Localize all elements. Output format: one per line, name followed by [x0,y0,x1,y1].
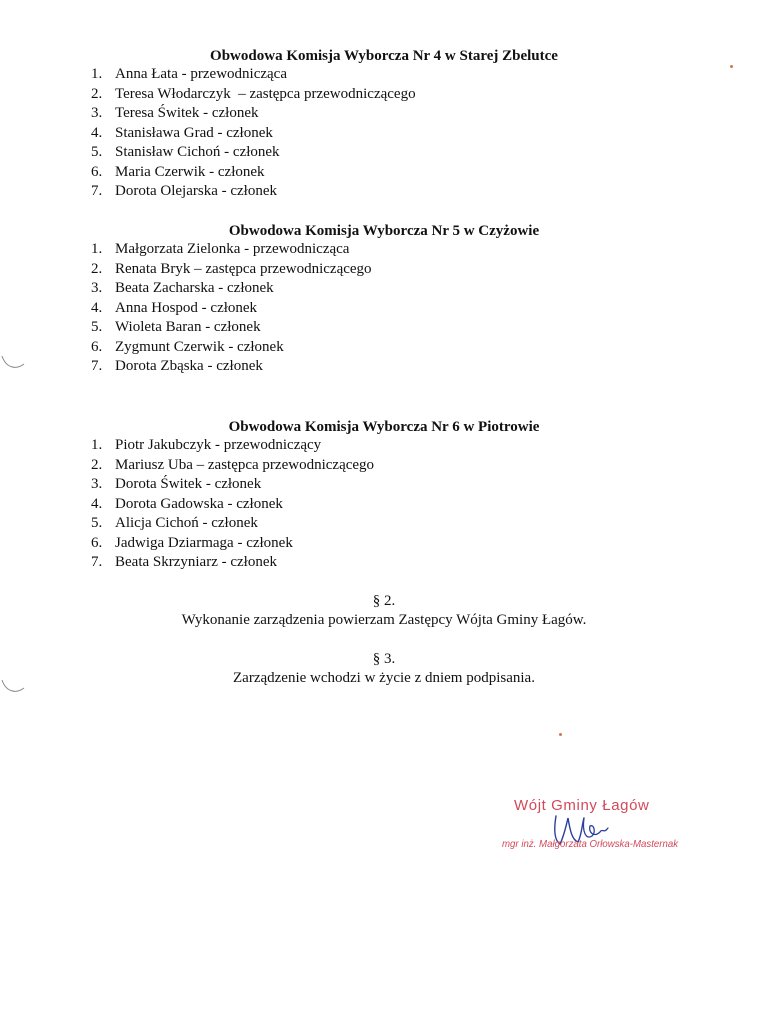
committee-title: Obwodowa Komisja Wyborcza Nr 6 w Piotrowie [228,419,540,435]
item-number: 2. [91,85,103,102]
item-text: Dorota Zbąska - członek [115,358,263,374]
item-text: Zygmunt Czerwik - członek [115,338,284,355]
item-text: Mariusz Uba – zastępca przewodniczącego [115,456,375,473]
item-text: Wioleta Baran - członek [115,319,261,335]
item-number: 1. [91,437,103,453]
item-number: 7. [91,183,103,199]
item-text: Piotr Jakubczyk - przewodniczący [115,437,322,453]
item-text: Beata Zacharska - członek [115,280,274,296]
item-number: 4. [91,299,103,316]
paragraph-mark: § 2. [372,593,396,609]
item-text: Anna Łata - przewodnicząca [115,66,287,82]
item-text: Teresa Włodarczyk – zastępca przewodniczącego [115,85,416,102]
item-text: Dorota Olejarska - członek [115,183,278,199]
item-text: Dorota Świtek - członek [115,476,262,492]
item-text: Beata Skrzyniarz - członek [115,554,278,570]
item-text: Małgorzata Zielonka - przewodnicząca [115,241,350,257]
item-number: 5. [91,319,103,335]
item-text: Jadwiga Dziarmaga - członek [115,534,293,551]
item-text: Stanisław Cichoń - członek [115,144,280,160]
item-text: Alicja Cichoń - członek [115,515,258,531]
item-number: 4. [91,495,103,512]
item-number: 3. [91,105,103,121]
item-number: 7. [91,358,103,374]
committee-title: Obwodowa Komisja Wyborcza Nr 5 w Czyżowie [228,223,540,239]
item-number: 2. [91,260,103,277]
item-number: 3. [91,280,103,296]
speck-dot [559,733,562,736]
item-number: 2. [91,456,103,473]
paragraph-mark: § 3. [372,651,396,667]
paragraph-text: Wykonanie zarządzenia powierzam Zastępcy Wójta Gminy Łagów. [181,612,587,628]
item-text: Anna Hospod - członek [115,299,258,316]
item-number: 5. [91,515,103,531]
stamp-title: Wójt Gminy Łagów [514,797,650,814]
stamp-name: mgr inż. Małgorzata Orłowska-Masternak [502,838,679,850]
item-number: 5. [91,144,103,160]
item-text: Renata Bryk – zastępca przewodniczącego [115,260,372,277]
item-text: Stanisława Grad - członek [115,124,273,141]
hole-mark [0,352,26,374]
item-number: 1. [91,66,103,82]
item-text: Teresa Świtek - członek [115,105,259,121]
item-text: Dorota Gadowska - członek [115,495,283,512]
item-number: 6. [91,338,103,355]
item-number: 6. [91,163,103,180]
item-number: 7. [91,554,103,570]
item-number: 6. [91,534,103,551]
speck-dot [730,65,733,68]
item-number: 4. [91,124,103,141]
item-number: 1. [91,241,103,257]
item-number: 3. [91,476,103,492]
item-text: Maria Czerwik - członek [115,163,265,180]
hole-mark [0,676,26,698]
committee-title: Obwodowa Komisja Wyborcza Nr 4 w Starej Zbelutce [210,48,558,64]
paragraph-text: Zarządzenie wchodzi w życie z dniem podpisania. [233,670,535,686]
